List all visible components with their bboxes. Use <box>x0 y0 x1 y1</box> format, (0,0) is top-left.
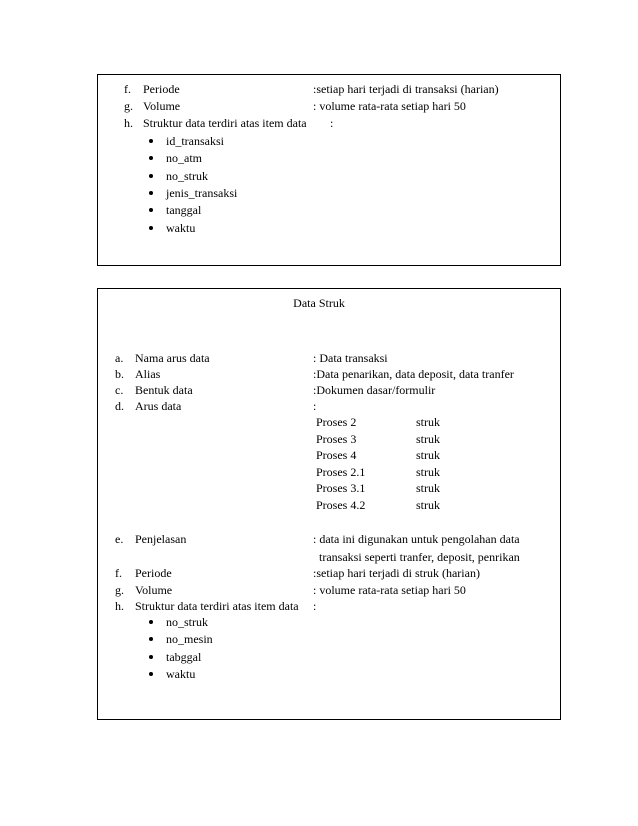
row-letter: d. <box>115 399 124 413</box>
bullet-icon <box>149 226 153 230</box>
flow-process: Proses 3 <box>316 431 357 446</box>
row-letter: g. <box>115 583 124 597</box>
row-letter: e. <box>115 532 124 546</box>
list-item: id_transaksi <box>166 134 224 148</box>
row-letter: a. <box>115 351 124 365</box>
row-label-periode: Periode <box>143 82 180 96</box>
list-item: no_struk <box>166 168 208 183</box>
bullet-icon <box>149 191 153 195</box>
list-item: waktu <box>166 666 196 681</box>
row-label-bentuk-data: Bentuk data <box>135 383 193 397</box>
row-letter: f. <box>115 566 122 580</box>
row-value-periode: :setiap hari terjadi di transaksi (harian) <box>313 82 499 96</box>
list-item: no_atm <box>166 151 202 166</box>
list-item: no_mesin <box>166 632 213 647</box>
list-item: waktu <box>166 220 196 235</box>
flow-target: struk <box>416 481 440 496</box>
row-label-nama-arus-data: Nama arus data <box>135 351 210 365</box>
row-value-struktur: : <box>330 116 334 130</box>
bullet-icon <box>149 672 153 676</box>
row-label-arus-data: Arus data <box>135 399 182 413</box>
list-item: tanggal <box>166 203 202 218</box>
bullet-icon <box>149 620 153 624</box>
row-letter: c. <box>115 383 124 397</box>
flow-target: struk <box>416 431 440 446</box>
row-letter: f. <box>124 82 131 96</box>
row-label-periode: Periode <box>135 566 172 580</box>
row-value-penjelasan-cont: transaksi seperti tranfer, deposit, penrikan <box>319 550 520 564</box>
row-letter: b. <box>115 367 124 381</box>
row-label-struktur: Struktur data terdiri atas item data <box>143 116 307 130</box>
flow-target: struk <box>416 415 440 429</box>
row-label-alias: Alias <box>135 367 161 381</box>
row-label-volume: Volume <box>135 583 173 597</box>
flow-process: Proses 2.1 <box>316 464 366 479</box>
flow-target: struk <box>416 448 440 463</box>
flow-process: Proses 4.2 <box>316 498 366 512</box>
bullet-icon <box>149 174 153 178</box>
row-letter: g. <box>124 99 133 113</box>
flow-process: Proses 4 <box>316 448 357 463</box>
row-value-periode: :setiap hari terjadi di struk (harian) <box>313 566 480 580</box>
list-item: jenis_transaksi <box>166 185 238 200</box>
row-value-volume: : volume rata-rata setiap hari 50 <box>313 99 466 113</box>
row-label-volume: Volume <box>143 99 181 113</box>
row-value-volume: : volume rata-rata setiap hari 50 <box>313 583 466 597</box>
flow-target: struk <box>416 464 440 479</box>
row-value-struktur: : <box>313 599 317 613</box>
flow-target: struk <box>416 498 440 512</box>
flow-process: Proses 2 <box>316 415 357 429</box>
list-item: tabggal <box>166 649 202 664</box>
row-letter: h. <box>124 116 133 130</box>
bullet-icon <box>149 655 153 659</box>
row-value-bentuk-data: :Dokumen dasar/formulir <box>313 383 436 397</box>
row-value-penjelasan: : data ini digunakan untuk pengolahan data <box>313 532 520 546</box>
row-value-arus-data: : <box>313 399 317 413</box>
row-letter: h. <box>115 599 124 613</box>
bullet-icon <box>149 139 153 143</box>
flow-process: Proses 3.1 <box>316 481 366 496</box>
box-title: Data Struk <box>293 296 345 310</box>
row-label-struktur: Struktur data terdiri atas item data <box>135 599 299 613</box>
list-item: no_struk <box>166 615 208 629</box>
row-value-alias: :Data penarikan, data deposit, data tranfer <box>313 367 514 381</box>
row-label-penjelasan: Penjelasan <box>135 532 187 546</box>
row-value-nama-arus-data: : Data transaksi <box>313 351 388 365</box>
